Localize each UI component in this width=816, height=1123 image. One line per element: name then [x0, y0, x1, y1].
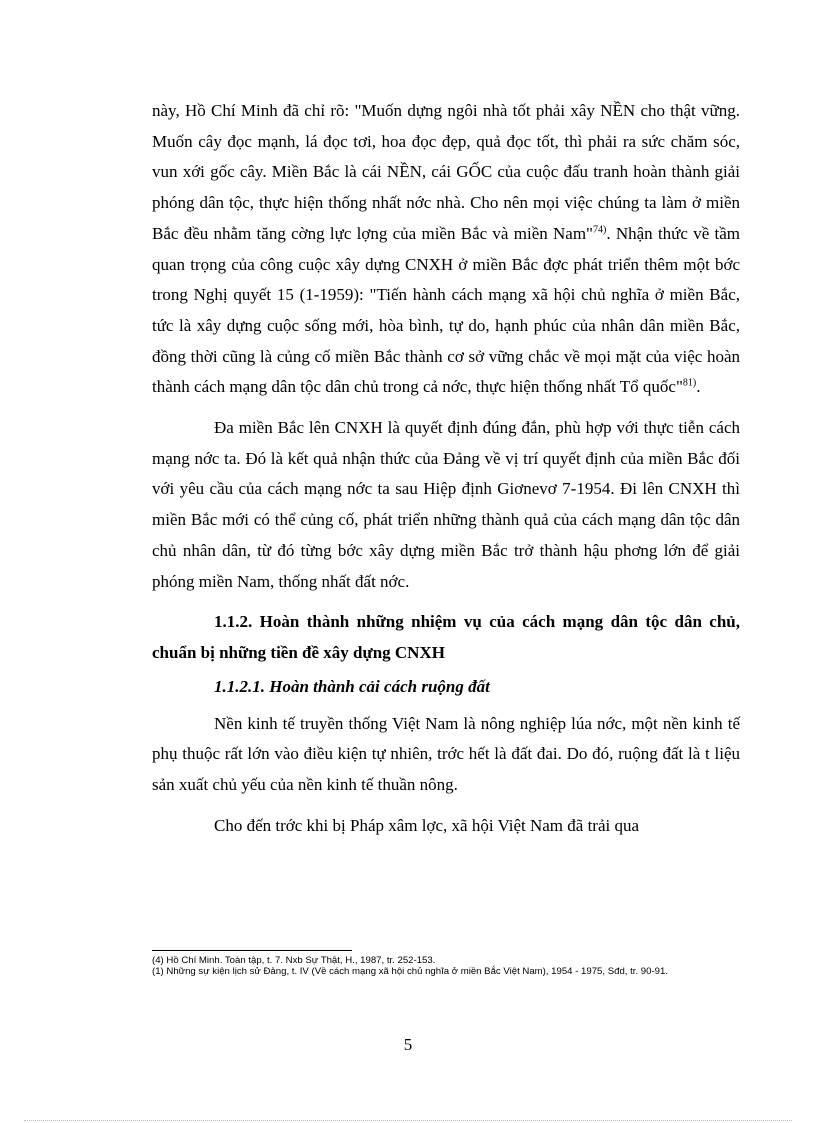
- paragraph-traditional-economy: Nền kinh tế truyền thống Việt Nam là nông nghiệp lúa nớc, một nền kinh tế phụ thuộc rất lớn vào điều kiện tự nhiên, trớc hết là đất đai. Do đó, ruộng đất là t liệu sản xuất chủ yếu của nền kinh tế thuần nông.: [152, 713, 740, 795]
- paragraph-quote-ho-chi-minh: [152, 96, 740, 403]
- subsection-heading: 1.1.2.1. Hoàn thành cải cách ruộng đất: [214, 677, 490, 697]
- paragraph-northern-path: Đa miền Bắc lên CNXH là quyết định đúng đắn, phù hợp với thực tiễn cách mạng nớc ta. Đó là kết quả nhận thức của Đảng về vị trí quyết định của miền Bắc đối với yêu cầu của cách mạng nớc ta sau Hiệp định Giơnevơ 7-1954. Đi lên CNXH thì miền Bắc mới có thể củng cố, phát triển những thành quả của cách mạng dân tộc dân chủ nhân dân, từ đó từng bớc xây dựng miền Bắc trở thành hậu phơng lớn để giải phóng miền Nam, thống nhất đất nớc.: [152, 418, 740, 591]
- paragraph-text: . Nhận thức về tầm quan trọng của công cuộc xây dựng CNXH ở miền Bắc đợc phát triển thêm một bớc trong Nghị quyết 15 (1-1959): "Tiến hành cách mạng xã hội chủ nghĩa ở miền Bắc, tức là xây dựng cuộc sống mới, hòa bình, tự do, hạnh phúc của nhân dân miền Bắc, đồng thời cũng là củng cố miền Bắc thành cơ sở vững chắc về mọi mặt của việc hoàn thành cách mạng dân tộc dân chủ trong cả nớc, thực hiện thống nhất Tổ quốc": [152, 223, 741, 397]
- paragraph-text: này, Hồ Chí Minh đã chỉ rõ: "Muốn dựng ngôi nhà tốt phải xây NỀN cho thật vững. Muốn cây đọc mạnh, lá đọc tơi, hoa đọc đẹp, quả đọc tốt, thì phải ra sức chăm sóc, vun xới gốc cây. Miền Bắc là cái NỀN, cái GỐC của cuộc đấu tranh hoàn thành giải phóng dân tộc, thực hiện thống nhất nớc nhà. Cho nên mọi việc chúng ta làm ở miền Bắc đều nhằm tăng cờng lực lợng của miền Bắc và miền Nam": [152, 101, 740, 243]
- page-number: 5: [403, 1035, 413, 1054]
- footnote-ref: 74): [593, 224, 607, 236]
- paragraph-gap: [152, 801, 740, 811]
- paragraph-text: .: [696, 377, 701, 397]
- footnotes: [152, 955, 740, 977]
- page-bottom-border: [24, 1120, 792, 1121]
- footnote: (4) Hồ Chí Minh. Toàn tập, t. 7. Nxb Sự Thật, H., 1987, tr. 252-153.: [152, 955, 436, 966]
- paragraph-gap: [152, 403, 740, 413]
- footnote: (1) Những sự kiện lịch sử Đảng, t. IV (Về cách mạng xã hội chủ nghĩa ở miền Bắc Việt Nam), 1954 - 1975, Sđd, tr. 90-91.: [152, 966, 668, 977]
- footnote-ref: 81): [682, 377, 697, 389]
- paragraph-before-french: Cho đến trớc khi bị Pháp xâm lợc, xã hội Việt Nam đã trải qua: [214, 815, 640, 835]
- footnote-divider: [152, 950, 352, 951]
- section-heading: 1.1.2. Hoàn thành những nhiệm vụ của cách mạng dân tộc dân chủ, chuẩn bị những tiền đề xây dựng CNXH: [152, 612, 740, 662]
- document-body: [152, 96, 740, 842]
- paragraph-gap: [152, 597, 740, 607]
